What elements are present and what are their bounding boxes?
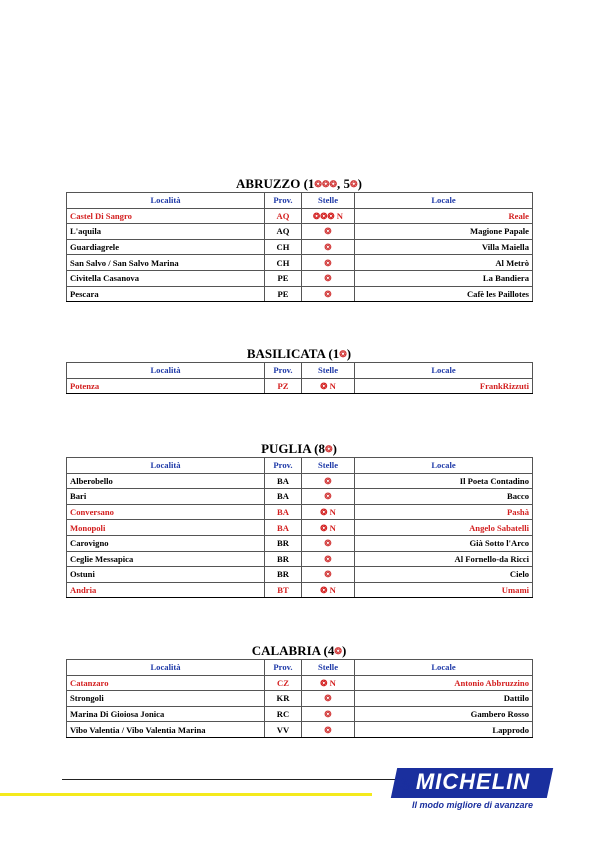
cell-localita: San Salvo / San Salvo Marina bbox=[67, 255, 265, 271]
column-header-prov: Prov. bbox=[265, 458, 302, 474]
cell-localita: Civitella Casanova bbox=[67, 270, 265, 286]
cell-locale: Umami bbox=[355, 582, 533, 598]
column-header-localita: Località bbox=[67, 660, 265, 676]
column-header-stelle: Stelle bbox=[302, 458, 355, 474]
cell-stelle: ❂ bbox=[302, 489, 355, 505]
region-title-text: ) bbox=[341, 643, 347, 658]
cell-localita: Potenza bbox=[67, 378, 265, 394]
table-row bbox=[67, 378, 533, 394]
column-header-localita: Località bbox=[67, 458, 265, 474]
bibendum-icon: ☃ bbox=[398, 779, 412, 794]
region-title bbox=[66, 441, 532, 457]
cell-locale: FrankRizzuti bbox=[355, 378, 533, 394]
cell-prov: PE bbox=[265, 286, 302, 302]
table-row bbox=[67, 722, 533, 738]
cell-localita: Alberobello bbox=[67, 473, 265, 489]
cell-locale: Gambero Rosso bbox=[355, 706, 533, 722]
table-row bbox=[67, 473, 533, 489]
cell-prov: BR bbox=[265, 535, 302, 551]
cell-localita: Vibo Valentia / Vibo Valentia Marina bbox=[67, 722, 265, 738]
table-row bbox=[67, 582, 533, 598]
column-header-locale: Locale bbox=[355, 363, 533, 379]
cell-locale: Dattilo bbox=[355, 691, 533, 707]
table-row bbox=[67, 691, 533, 707]
cell-stelle: ❂❂❂ N bbox=[302, 208, 355, 224]
cell-localita: Carovigno bbox=[67, 535, 265, 551]
region-title-text: BASILICATA (1 bbox=[246, 346, 340, 361]
cell-stelle: ❂ bbox=[302, 722, 355, 738]
cell-prov: BT bbox=[265, 582, 302, 598]
cell-localita: Strongoli bbox=[67, 691, 265, 707]
region-section bbox=[66, 176, 532, 302]
column-header-locale: Locale bbox=[355, 458, 533, 474]
star-icon: ❂❂❂ bbox=[314, 179, 338, 189]
cell-stelle: ❂ N bbox=[302, 378, 355, 394]
cell-localita: Monopoli bbox=[67, 520, 265, 536]
cell-stelle: ❂ bbox=[302, 255, 355, 271]
cell-localita: Pescara bbox=[67, 286, 265, 302]
cell-prov: CH bbox=[265, 255, 302, 271]
table-row bbox=[67, 567, 533, 583]
cell-prov: CH bbox=[265, 239, 302, 255]
cell-locale: Reale bbox=[355, 208, 533, 224]
cell-stelle: ❂ bbox=[302, 224, 355, 240]
table-header-row bbox=[67, 193, 533, 209]
cell-prov: BA bbox=[265, 473, 302, 489]
cell-locale: Magione Papale bbox=[355, 224, 533, 240]
table-row bbox=[67, 520, 533, 536]
cell-stelle: ❂ bbox=[302, 239, 355, 255]
restaurant-table bbox=[66, 659, 533, 738]
table-header-row bbox=[67, 458, 533, 474]
cell-localita: Catanzaro bbox=[67, 675, 265, 691]
cell-localita: Ceglie Messapica bbox=[67, 551, 265, 567]
star-icon: ❂ bbox=[334, 646, 342, 656]
region-title bbox=[66, 176, 532, 192]
column-header-prov: Prov. bbox=[265, 363, 302, 379]
cell-stelle: ❂ N bbox=[302, 675, 355, 691]
column-header-prov: Prov. bbox=[265, 660, 302, 676]
cell-localita: Andria bbox=[67, 582, 265, 598]
table-row bbox=[67, 224, 533, 240]
table-row bbox=[67, 208, 533, 224]
table-row bbox=[67, 551, 533, 567]
cell-prov: VV bbox=[265, 722, 302, 738]
table-header-row bbox=[67, 363, 533, 379]
table-row bbox=[67, 535, 533, 551]
cell-stelle: ❂ bbox=[302, 286, 355, 302]
region-title-text: ABRUZZO (1 bbox=[236, 176, 315, 191]
region-title bbox=[66, 346, 532, 362]
cell-locale: Bacco bbox=[355, 489, 533, 505]
michelin-logo-text: MICHELIN bbox=[415, 769, 531, 794]
cell-stelle: ❂ bbox=[302, 567, 355, 583]
region-section bbox=[66, 441, 532, 598]
cell-prov: CZ bbox=[265, 675, 302, 691]
region-title bbox=[66, 643, 532, 659]
cell-stelle: ❂ bbox=[302, 551, 355, 567]
cell-locale: Al Metrò bbox=[355, 255, 533, 271]
column-header-prov: Prov. bbox=[265, 193, 302, 209]
cell-stelle: ❂ N bbox=[302, 582, 355, 598]
cell-prov: PZ bbox=[265, 378, 302, 394]
cell-locale: Cafè les Paillotes bbox=[355, 286, 533, 302]
region-title-text: ) bbox=[357, 176, 362, 191]
column-header-stelle: Stelle bbox=[302, 660, 355, 676]
column-header-stelle: Stelle bbox=[302, 363, 355, 379]
cell-stelle: ❂ bbox=[302, 270, 355, 286]
table-row bbox=[67, 270, 533, 286]
column-header-localita: Località bbox=[67, 363, 265, 379]
cell-localita: L'aquila bbox=[67, 224, 265, 240]
cell-prov: RC bbox=[265, 706, 302, 722]
cell-prov: BR bbox=[265, 551, 302, 567]
cell-stelle: ❂ bbox=[302, 473, 355, 489]
region-title-text: CALABRIA (4 bbox=[251, 643, 335, 658]
cell-stelle: ❂ N bbox=[302, 520, 355, 536]
cell-localita: Conversano bbox=[67, 504, 265, 520]
cell-localita: Castel Di Sangro bbox=[67, 208, 265, 224]
restaurant-table bbox=[66, 362, 533, 394]
cell-prov: PE bbox=[265, 270, 302, 286]
cell-stelle: ❂ bbox=[302, 691, 355, 707]
cell-stelle: ❂ bbox=[302, 535, 355, 551]
cell-prov: AQ bbox=[265, 224, 302, 240]
column-header-stelle: Stelle bbox=[302, 193, 355, 209]
column-header-locale: Locale bbox=[355, 660, 533, 676]
cell-locale: Pashà bbox=[355, 504, 533, 520]
table-row bbox=[67, 675, 533, 691]
tagline: Il modo migliore di avanzare bbox=[412, 800, 534, 810]
cell-stelle: ❂ N bbox=[302, 504, 355, 520]
cell-prov: BA bbox=[265, 520, 302, 536]
table-header-row bbox=[67, 660, 533, 676]
restaurant-table bbox=[66, 192, 533, 302]
table-row bbox=[67, 286, 533, 302]
cell-locale: Lapprodo bbox=[355, 722, 533, 738]
cell-localita: Marina Di Gioiosa Jonica bbox=[67, 706, 265, 722]
region-section bbox=[66, 346, 532, 394]
table-row bbox=[67, 239, 533, 255]
cell-locale: Villa Maiella bbox=[355, 239, 533, 255]
cell-prov: BA bbox=[265, 489, 302, 505]
region-section bbox=[66, 643, 532, 738]
restaurant-table bbox=[66, 457, 533, 598]
region-title-text: ) bbox=[332, 441, 337, 456]
cell-locale: Angelo Sabatelli bbox=[355, 520, 533, 536]
cell-prov: BA bbox=[265, 504, 302, 520]
cell-prov: KR bbox=[265, 691, 302, 707]
cell-locale: La Bandiera bbox=[355, 270, 533, 286]
star-icon: ❂ bbox=[350, 179, 358, 189]
region-title-text: , 5 bbox=[337, 176, 351, 191]
cell-localita: Bari bbox=[67, 489, 265, 505]
region-title-text: PUGLIA (8 bbox=[261, 441, 326, 456]
cell-locale: Il Poeta Contadino bbox=[355, 473, 533, 489]
region-title-text: ) bbox=[346, 346, 352, 361]
star-icon: ❂ bbox=[339, 349, 347, 359]
column-header-localita: Località bbox=[67, 193, 265, 209]
table-row bbox=[67, 504, 533, 520]
cell-stelle: ❂ bbox=[302, 706, 355, 722]
cell-locale: Già Sotto l'Arco bbox=[355, 535, 533, 551]
star-icon: ❂ bbox=[325, 444, 333, 454]
footer-yellow-stripe bbox=[0, 793, 372, 796]
cell-locale: Cielo bbox=[355, 567, 533, 583]
table-row bbox=[67, 489, 533, 505]
cell-locale: Antonio Abbruzzino bbox=[355, 675, 533, 691]
table-row bbox=[67, 706, 533, 722]
cell-localita: Guardiagrele bbox=[67, 239, 265, 255]
column-header-locale: Locale bbox=[355, 193, 533, 209]
cell-prov: AQ bbox=[265, 208, 302, 224]
table-row bbox=[67, 255, 533, 271]
cell-localita: Ostuni bbox=[67, 567, 265, 583]
cell-prov: BR bbox=[265, 567, 302, 583]
cell-locale: Al Fornello-da Ricci bbox=[355, 551, 533, 567]
